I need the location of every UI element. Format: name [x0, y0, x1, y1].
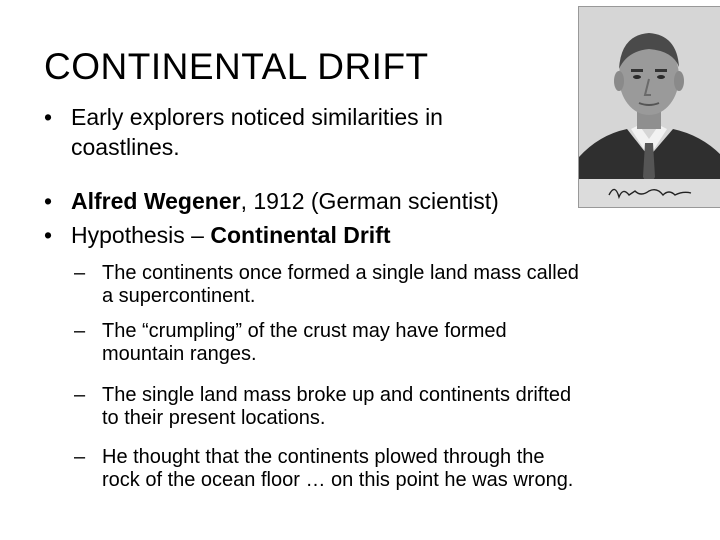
portrait-image: [579, 7, 720, 207]
slide-title: CONTINENTAL DRIFT: [44, 46, 429, 87]
hypothesis-name: Continental Drift: [210, 222, 391, 248]
sub-bullet-line: The single land mass broke up and continents drifted: [102, 384, 572, 406]
sub-bullet-marker: –: [74, 320, 86, 342]
hypothesis-label: Hypothesis –: [71, 222, 211, 248]
bullet-marker: •: [44, 188, 53, 214]
sub-bullet-marker: –: [74, 262, 86, 284]
sub-bullet-crumpling: [74, 320, 694, 366]
bullet-hypothesis: [44, 220, 604, 250]
sub-bullet-line: mountain ranges.: [102, 343, 257, 365]
sub-bullet-line: a supercontinent.: [102, 285, 256, 307]
sub-bullet-breakup: [74, 384, 694, 430]
bullet-line: Early explorers noticed similarities in: [71, 104, 443, 130]
wegener-details: , 1912 (German scientist): [240, 188, 499, 214]
sub-bullet-supercontinent: [74, 262, 694, 308]
portrait-photo: [578, 6, 720, 208]
sub-bullet-marker: –: [74, 446, 86, 468]
bullet-wegener: [44, 186, 604, 216]
wegener-name: Alfred Wegener: [71, 188, 241, 214]
sub-bullet-marker: –: [74, 384, 86, 406]
sub-bullet-ocean-floor: [74, 446, 694, 492]
bullet-marker: •: [44, 222, 53, 248]
bullet-marker: •: [44, 104, 53, 130]
bullet-line: coastlines.: [71, 134, 180, 160]
sub-bullet-line: The continents once formed a single land mass called: [102, 262, 579, 284]
sub-bullet-line: rock of the ocean floor … on this point he was wrong.: [102, 469, 574, 491]
sub-bullet-line: to their present locations.: [102, 407, 326, 429]
bullet-explorers: [44, 102, 604, 162]
sub-bullet-line: The “crumpling” of the crust may have formed: [102, 320, 507, 342]
sub-bullet-line: He thought that the continents plowed through the: [102, 446, 545, 468]
